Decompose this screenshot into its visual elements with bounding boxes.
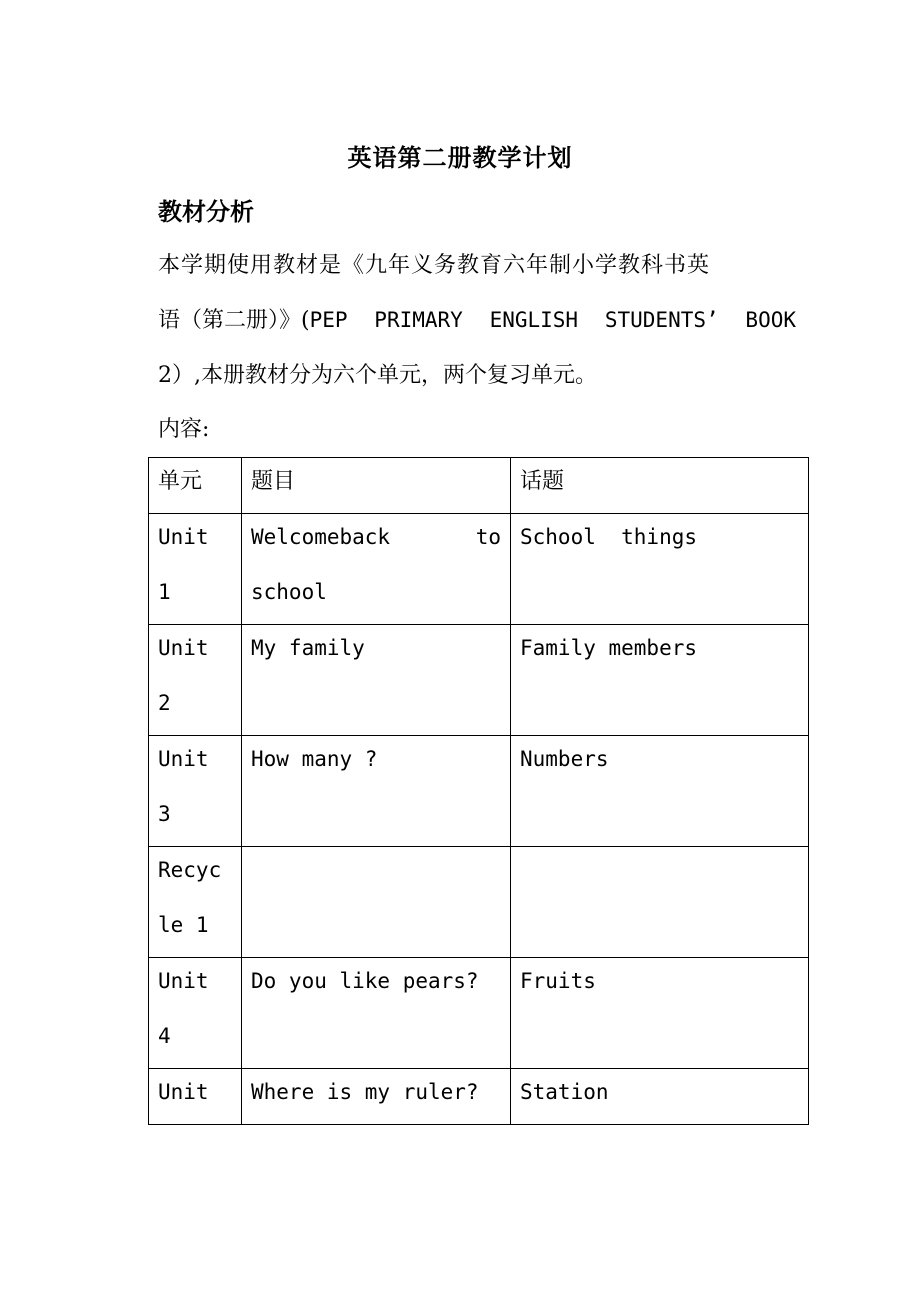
topic-cell: Fruits (511, 958, 809, 1069)
topic-cell: Numbers (511, 736, 809, 847)
unit-cell: Unit 3 (149, 736, 242, 847)
unit-cell: Unit 4 (149, 958, 242, 1069)
table-row (149, 625, 809, 736)
header-unit: 单元 (149, 458, 242, 514)
book-word-5: BOOK (745, 308, 796, 332)
unit-cell: Unit 2 (149, 625, 242, 736)
unit-cell: Recycle 1 (149, 847, 242, 958)
paragraph-line-3: 2）,本册教材分为六个单元，两个复习单元。 (158, 363, 597, 388)
topic-cell: Family members (511, 625, 809, 736)
book-word-2: PRIMARY (374, 308, 463, 332)
topic-cell (511, 847, 809, 958)
title-cell: How many ? (242, 736, 511, 847)
paragraph-line-1: 本学期使用教材是《九年义务教育六年制小学教科书英 (158, 253, 711, 278)
title-cell: Welcomeback to school (242, 514, 511, 625)
topic-cell: Station (511, 1069, 809, 1125)
header-topic: 话题 (511, 458, 809, 514)
book-word-4: STUDENTS’ (604, 308, 719, 332)
paragraph-line-2 (158, 300, 796, 341)
title-cell: Do you like pears? (242, 958, 511, 1069)
paragraph-line-2-prefix: 语（第二册）》(PEP (158, 308, 348, 333)
table-header-row (149, 458, 809, 514)
title-cell: Where is my ruler? (242, 1069, 511, 1125)
topic-cell: School things (511, 514, 809, 625)
unit-cell: Unit 1 (149, 514, 242, 625)
title-cell (242, 847, 511, 958)
table-row (149, 736, 809, 847)
document-title: 英语第二册教学计划 (347, 143, 573, 172)
table-row (149, 1069, 809, 1125)
table-row (149, 958, 809, 1069)
unit-cell: Unit (149, 1069, 242, 1125)
book-word-3: ENGLISH (489, 308, 579, 332)
units-table (148, 457, 809, 1125)
section-heading-textbook-analysis: 教材分析 (158, 197, 254, 226)
title-cell: My family (242, 625, 511, 736)
header-title: 题目 (242, 458, 511, 514)
table-row (149, 847, 809, 958)
content-label: 内容: (158, 417, 210, 442)
table-row (149, 514, 809, 625)
book-word-1: PEP (309, 308, 348, 332)
